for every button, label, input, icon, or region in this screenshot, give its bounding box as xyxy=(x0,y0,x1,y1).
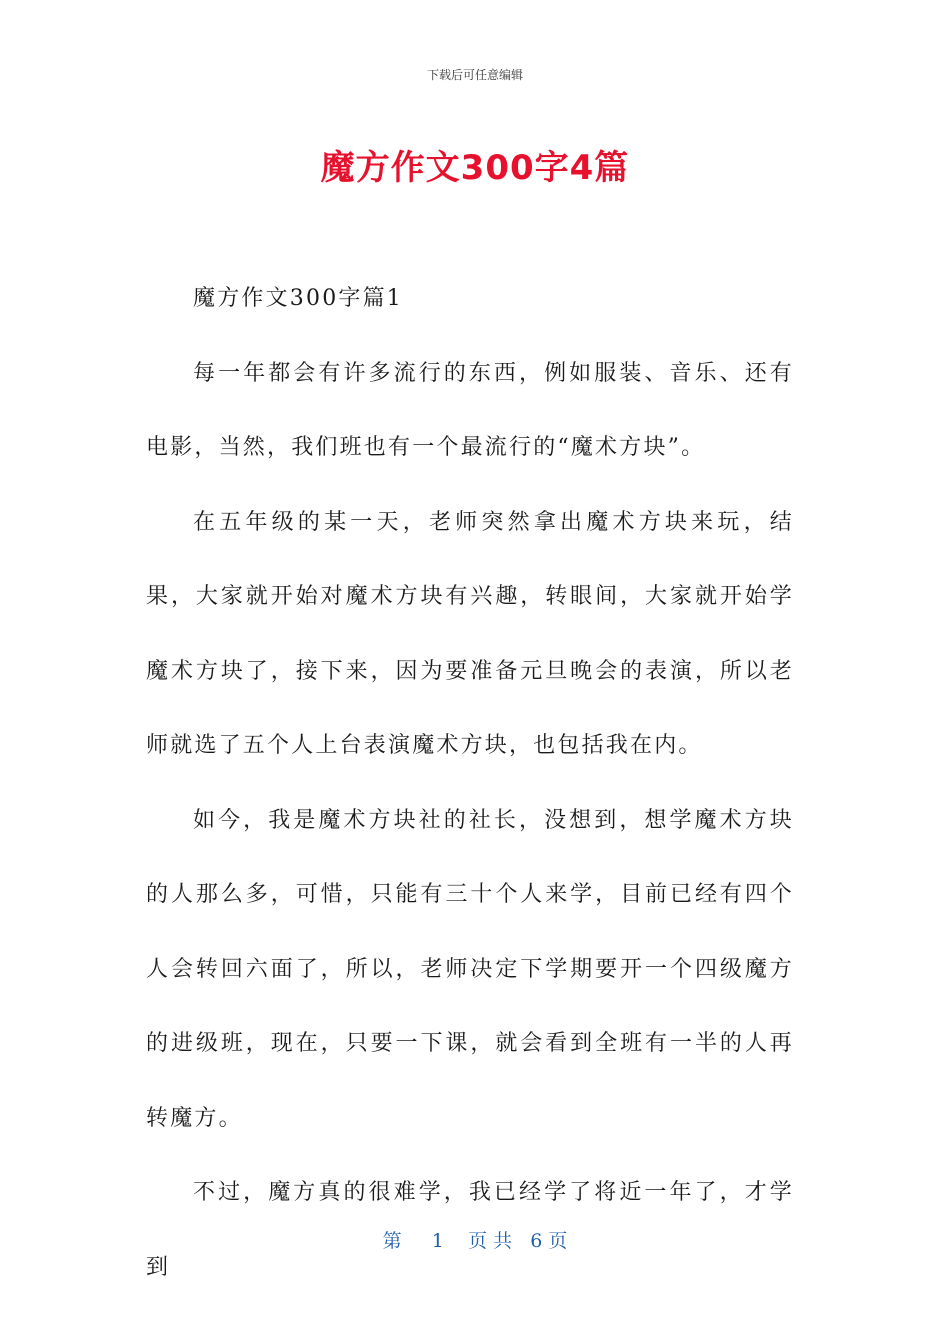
document-title: 魔方作文300字4篇 xyxy=(320,148,630,188)
footer-current-page: 1 xyxy=(431,1230,444,1252)
paragraph-2: 在五年级的某一天，老师突然拿出魔术方块来玩，结果，大家就开始对魔术方块有兴趣，转眼间，大家就开始学魔术方块了，接下来，因为要准备元旦晚会的表演，所以老师就选了五个人上台表演魔术方块，也包括我在内。 xyxy=(146,509,794,758)
footer-suffix: 页 xyxy=(548,1230,568,1252)
paragraph-4: 不过，魔方真的很难学，我已经学了将近一年了，才学到 xyxy=(146,1180,794,1280)
section-heading: 魔方作文300字篇1 xyxy=(193,286,403,311)
paragraph-1: 每一年都会有许多流行的东西，例如服装、音乐、还有电影，当然，我们班也有一个最流行的“魔术方块”。 xyxy=(146,360,794,460)
footer-middle: 页 共 xyxy=(468,1230,513,1252)
page-footer xyxy=(0,1226,950,1253)
footer-total-pages: 6 xyxy=(530,1230,543,1252)
header-note: 下载后可任意编辑 xyxy=(426,68,523,82)
document-body xyxy=(146,262,794,1305)
paragraph-3: 如今，我是魔术方块社的社长，没想到，想学魔术方块的人那么多，可惜，只能有三十个人来学，目前已经有四个人会转回六面了，所以，老师决定下学期要开一个四级魔方的进级班，现在，只要一下课，就会看到全班有一半的人再转魔方。 xyxy=(146,807,794,1131)
footer-prefix: 第 xyxy=(382,1230,402,1252)
